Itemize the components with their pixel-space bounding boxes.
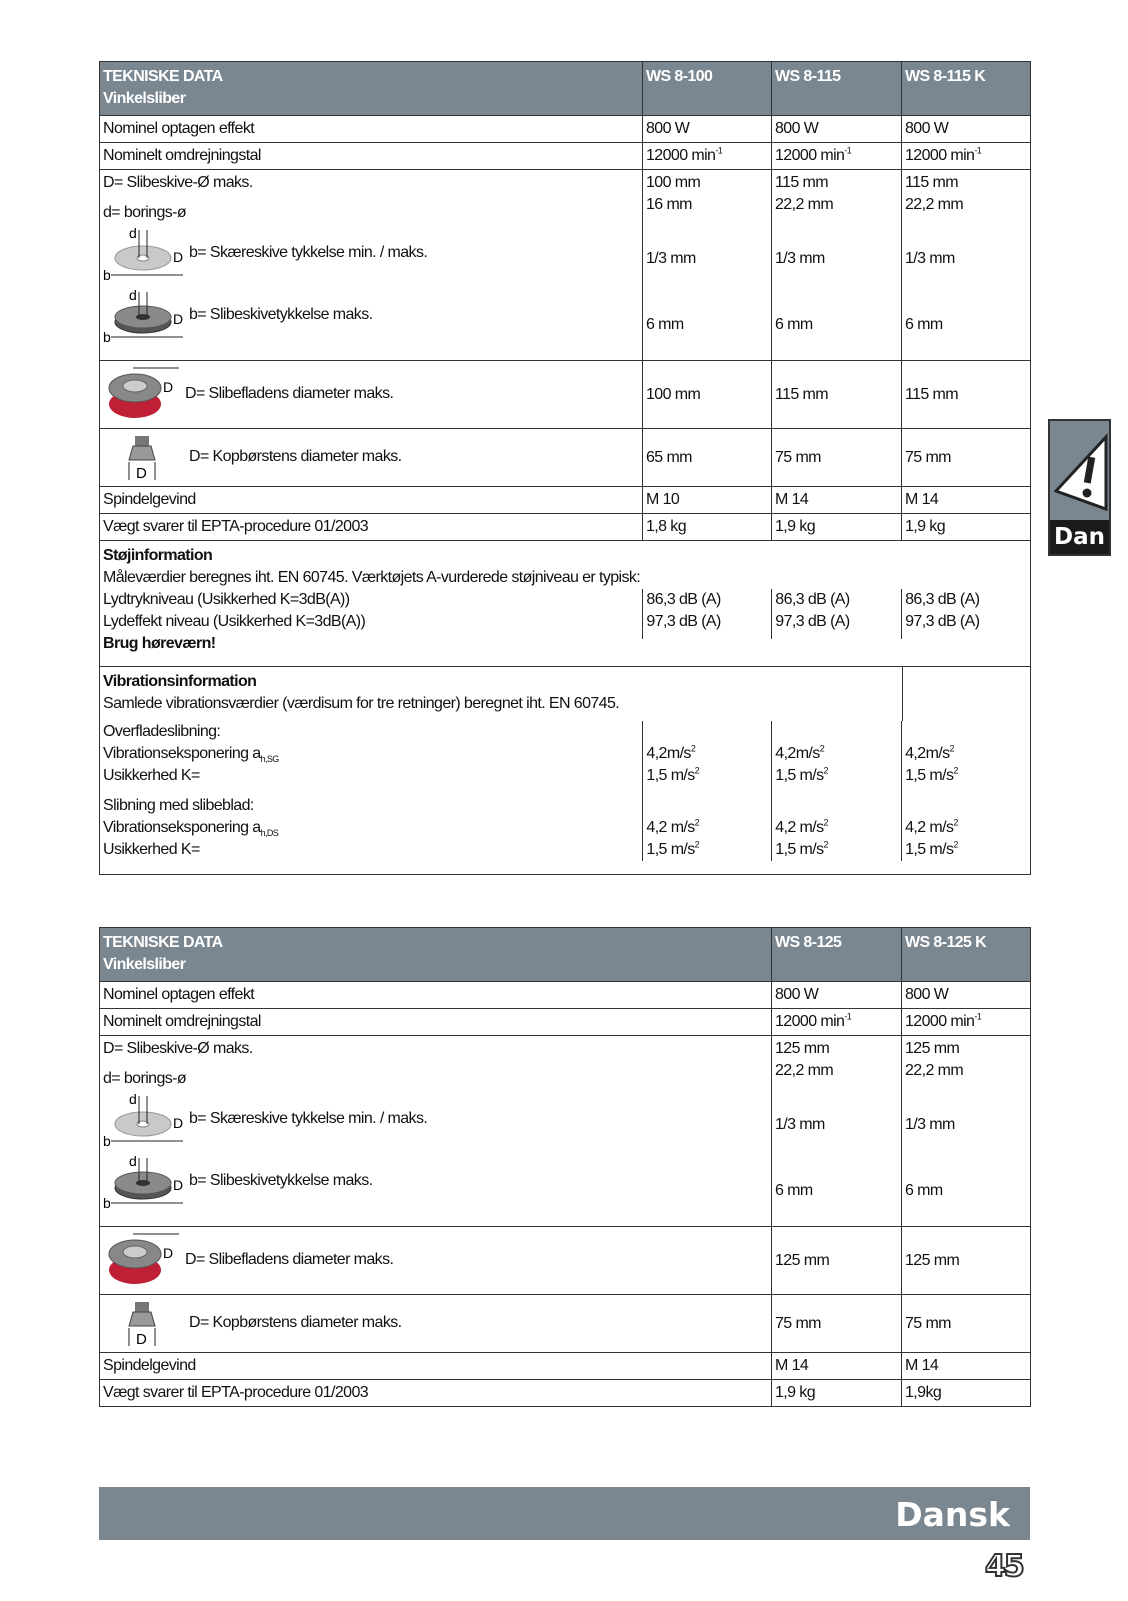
svg-text:b: b [103,1195,111,1210]
svg-text:d: d [129,1091,137,1107]
cutting-disc-icon [103,1090,183,1148]
warning-triangle-icon [1054,433,1109,513]
svg-text:D: D [173,1115,183,1131]
model-header: WS 8-125 [772,928,902,982]
svg-text:b: b [103,329,111,344]
svg-text:d: d [129,225,137,241]
vibration-section: Vibrationsinformation Samlede vibrationsværdier (værdisum for tre retninger) beregnet iht. EN 60745. Overfladeslibning: Vibrationseksponering $a_{h,SG}$ Usikkerhed K= Slibning med slibeblad: Vibrationseksponering $a_{h,DS}$ Usikkerhed K= $4,2m/s^2$ 1,5 $m/s^2$ 4,2 $m/s^2$ 1,5 $m/s^2$ $4,2m/s^2$ 1,5 $m/s^2$ 4,2 $m/s^2$ 1,5 $m/s^2$ $4,2m/s^2$ 1,5 $m/s^2$ 4,2 $m/s^2$ 1,5 $m/s^2$ [100,667,1031,875]
table-row: Nominel optagen effekt 800 W 800 W 800 W [100,116,1031,143]
table-row: Spindelgevind M 10 M 14 M 14 [100,487,1031,514]
model-header: WS 8-115 K [902,62,1031,116]
svg-text:D: D [173,1177,183,1193]
page-number: 45 [985,1549,1023,1584]
cutting-disc-icon [103,224,183,282]
table-header-row [100,928,1031,982]
svg-text:b: b [103,1133,111,1148]
side-tab-label: Dan [1050,520,1109,554]
table-row-sanding: D D= Slibefladens diameter maks. 100 mm 115 mm 115 mm [100,361,1031,429]
svg-text:D: D [136,465,147,482]
model-header: WS 8-125 K [902,928,1031,982]
svg-text:D: D [136,1331,147,1348]
language-side-tab [1048,419,1111,556]
table-row: Vægt svarer til EPTA-procedure 01/2003 1,8 kg 1,9 kg 1,9 kg [100,514,1031,541]
table-row: Nominelt omdrejningstal 12000 $\min^{-1}$ 12000 $\min^{-1}$ 12000 $\min^{-1}$ [100,143,1031,170]
svg-text:d: d [129,287,137,303]
table-row-disc: D= Slibeskive-Ø maks. d= borings-ø d b D b= Skæreskive tykkelse min. / maks. d b D b= Slibeskivetykkelse maks. 125 mm 22,2 mm 1/3 mm 6 mm 125 mm 22,2 mm 1/3 mm 6 mm [100,1036,1031,1227]
cup-brush-icon [103,432,183,482]
table-row-disc: D= Slibeskive-Ø maks. d= borings-ø d b D b= Skæreskive tykkelse min. / maks. d b D b= Slibeskivetykkelse maks. 100 mm 16 mm 1/3 mm 6 mm 115 mm 22,2 mm 1/3 mm 6 mm 115 mm 22,2 mm 1/3 mm 6 mm [100,170,1031,361]
model-header: WS 8-100 [643,62,772,116]
table-header-title: TEKNISKE DATA Vinkelsliber [100,928,772,982]
table-row: Nominelt omdrejningstal 12000 $\min^{-1}$ 12000 $\min^{-1}$ [100,1009,1031,1036]
footer-language-bar: Dansk [99,1487,1030,1540]
svg-text:D: D [173,311,183,327]
noise-section: Støjinformation Måleværdier beregnes iht. EN 60745. Værktøjets A-vurderede støjniveau er typisk: Lydtrykniveau (Usikkerhed K=3dB(A)) Lydeffekt niveau (Usikkerhed K=3dB(A)) Brug høreværn! 86,3 dB (A) 97,3 dB (A) 86,3 dB (A) 97,3 dB (A) 86,3 dB (A) 97,3 dB (A) [100,541,1031,667]
table-row-brush: D D= Kopbørstens diameter maks. 75 mm 75 mm [100,1295,1031,1353]
table-row: Spindelgevind M 14 M 14 [100,1353,1031,1380]
grinding-disc-icon [103,286,183,344]
svg-text:D: D [163,379,173,395]
svg-text:b: b [103,267,111,282]
svg-text:D: D [163,1245,173,1261]
table-header-title: TEKNISKE DATA Vinkelsliber [100,62,643,116]
cup-brush-icon [103,1298,183,1348]
svg-text:D: D [173,249,183,265]
table-row-brush: D D= Kopbørstens diameter maks. 65 mm 75 mm 75 mm [100,429,1031,487]
grinding-disc-icon [103,1152,183,1210]
table-row: Nominel optagen effekt 800 W 800 W [100,982,1031,1009]
table-header-row [100,62,1031,116]
sanding-pad-icon [103,1230,179,1290]
tech-data-table-1 [99,61,1031,875]
sanding-pad-icon [103,364,179,424]
tech-data-table-2 [99,927,1031,1407]
svg-text:d: d [129,1153,137,1169]
table-row-sanding: D D= Slibefladens diameter maks. 125 mm 125 mm [100,1227,1031,1295]
model-header: WS 8-115 [772,62,902,116]
table-row: Vægt svarer til EPTA-procedure 01/2003 1,9 kg 1,9kg [100,1380,1031,1407]
